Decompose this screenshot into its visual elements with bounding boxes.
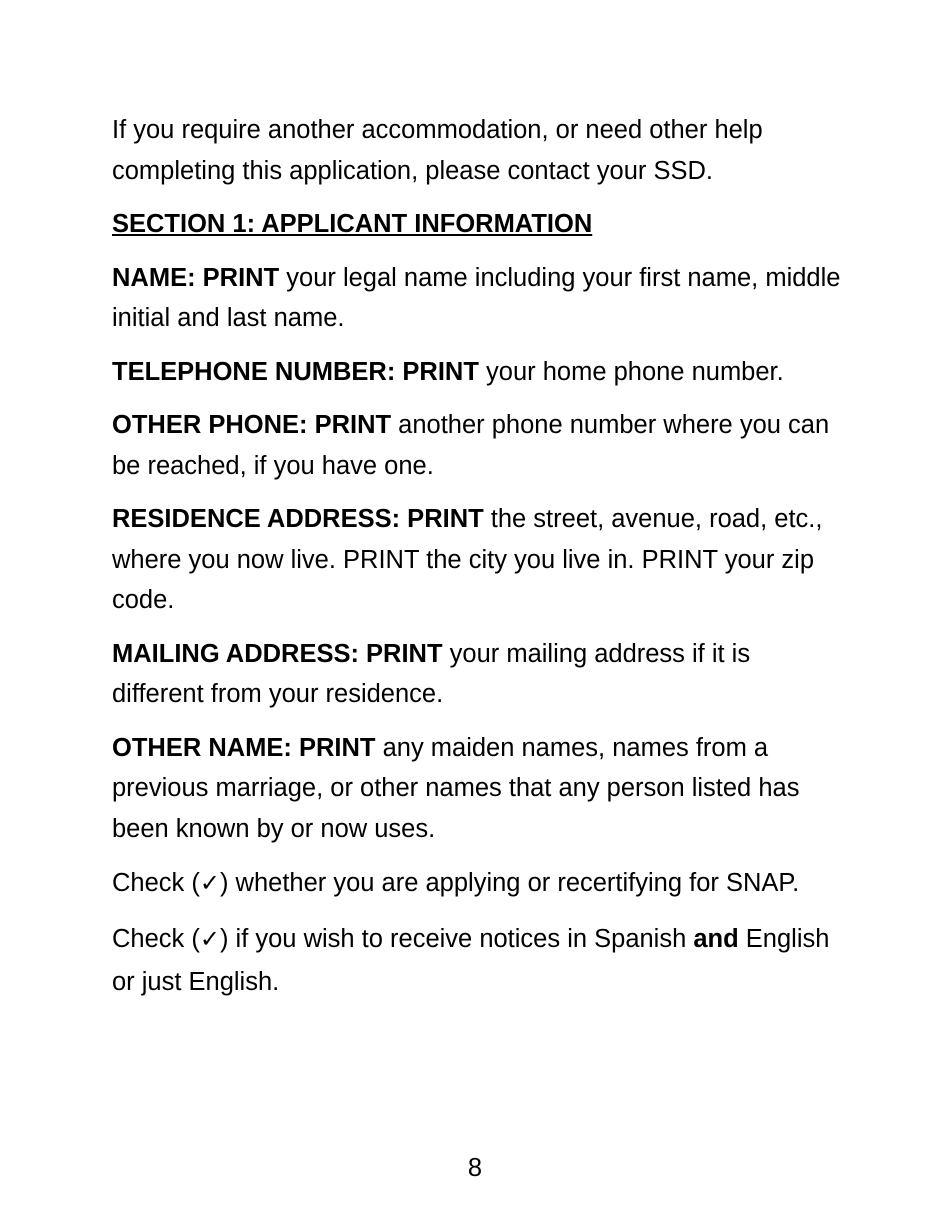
field-mailing-address-paragraph <box>112 634 847 715</box>
field-other-phone-paragraph <box>112 405 847 486</box>
section-heading: SECTION 1: APPLICANT INFORMATION <box>112 210 593 238</box>
check-text-after: ) whether you are applying or recertifying for SNAP. <box>219 869 800 897</box>
check-text-end: English or just English. <box>112 925 830 996</box>
checkmark-icon: ✓ <box>199 869 220 897</box>
field-term: OTHER PHONE: PRINT <box>112 411 392 439</box>
field-description: any maiden names, names from a previous marriage, or other names that any person listed has been known by or now uses. <box>112 733 800 843</box>
field-description: your mailing address if it is different from your residence. <box>112 639 751 708</box>
field-residence-address-paragraph <box>112 499 847 621</box>
intro-paragraph: If you require another accommodation, or need other help completing this application, please contact your SSD. <box>112 116 763 185</box>
check-text-bold: and <box>693 925 739 953</box>
check-text-before: Check ( <box>112 869 200 897</box>
field-term: OTHER NAME: PRINT <box>112 733 376 762</box>
field-term: RESIDENCE ADDRESS: PRINT <box>112 505 484 533</box>
field-description: your home phone number. <box>478 357 784 386</box>
field-term: NAME: PRINT <box>112 263 280 292</box>
check-snap-paragraph <box>112 862 847 905</box>
field-description: your legal name including your first name, middle initial and last name. <box>112 263 841 332</box>
check-text-after: ) if you wish to receive notices in Spanish <box>219 925 694 953</box>
page-number: 8 <box>467 1154 483 1182</box>
checkmark-icon: ✓ <box>199 925 220 953</box>
field-term: TELEPHONE NUMBER: PRINT <box>112 357 479 386</box>
document-page <box>112 110 847 1017</box>
field-description: another phone number where you can be reached, if you have one. <box>112 411 830 480</box>
field-name-paragraph <box>112 258 847 339</box>
field-term: MAILING ADDRESS: PRINT <box>112 639 443 668</box>
check-language-paragraph <box>112 918 847 1004</box>
check-text-before: Check ( <box>112 925 200 953</box>
field-description: the street, avenue, road, etc., where you now live. PRINT the city you live in. PRINT your zip code. <box>112 505 823 614</box>
field-telephone-paragraph <box>112 352 847 393</box>
field-other-name-paragraph <box>112 728 847 850</box>
